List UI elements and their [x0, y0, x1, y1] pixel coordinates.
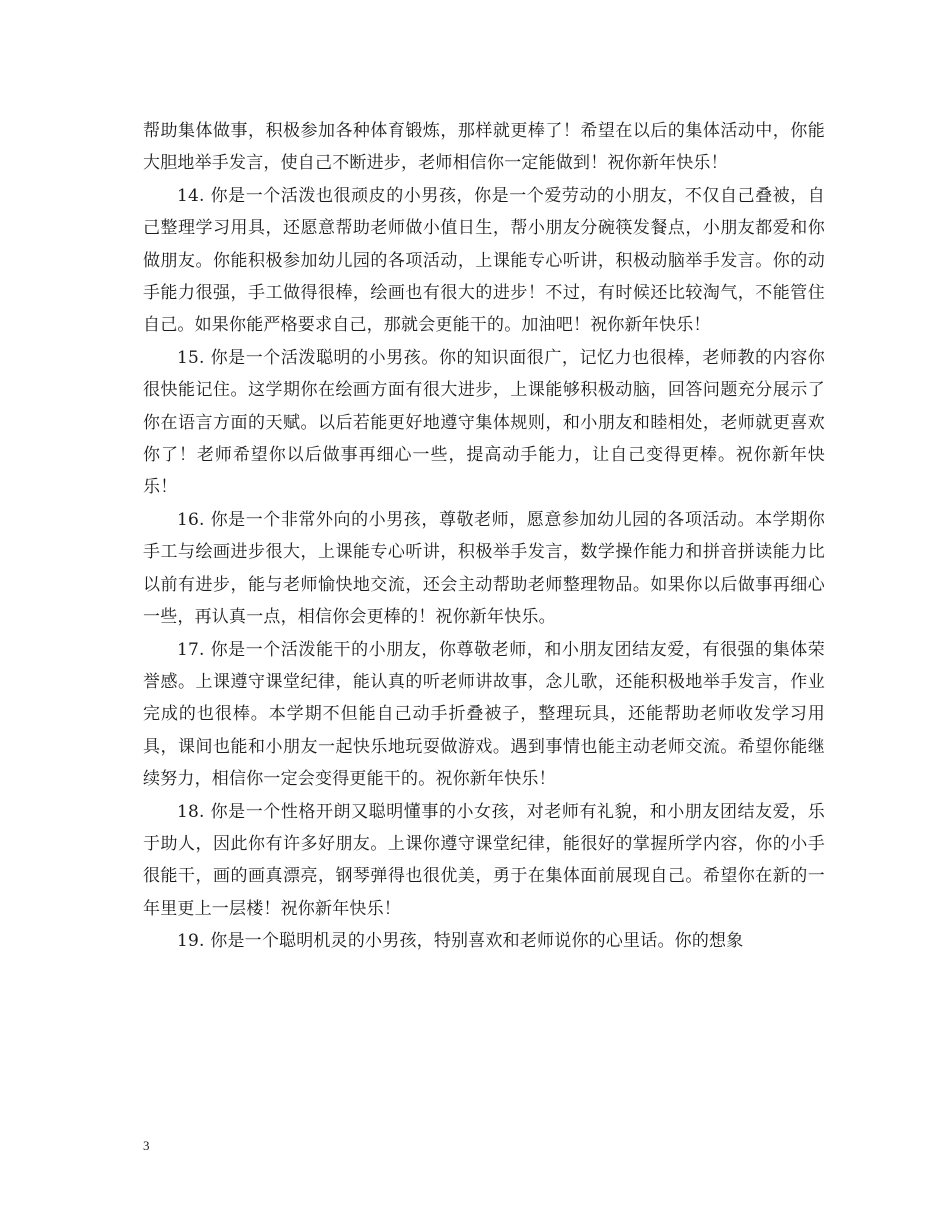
paragraph-item-14: 14. 你是一个活泼也很顽皮的小男孩，你是一个爱劳动的小朋友，不仅自己叠被，自己整理学习用具，还愿意帮助老师做小值日生，帮小朋友分碗筷发餐点，小朋友都爱和你做朋友。你能积极参加幼儿园的各项活动，上课能专心听讲，积极动脑举手发言。你的动手能力很强，手工做得很棒，绘画也有很大的进步！不过，有时候还比较淘气，不能管住自己。如果你能严格要求自己，那就会更能干的。加油吧！祝你新年快乐！	[143, 185, 825, 336]
paragraph-item-19: 19. 你是一个聪明机灵的小男孩，特别喜欢和老师说你的心里话。你的想象	[177, 931, 744, 952]
paragraph-continued: 帮助集体做事，积极参加各种体育锻炼，那样就更棒了！希望在以后的集体活动中，你能大胆地举手发言，使自己不断进步，老师相信你一定能做到！祝你新年快乐！	[143, 121, 825, 174]
paragraph-item-18: 18. 你是一个性格开朗又聪明懂事的小女孩，对老师有礼貌，和小朋友团结友爱，乐于助人，因此你有许多好朋友。上课你遵守课堂纪律，能很好的掌握所学内容，你的小手很能干，画的画真漂亮，钢琴弹得也很优美，勇于在集体面前展现自己。希望你在新的一年里更上一层楼！祝你新年快乐！	[143, 801, 825, 919]
paragraph-item-15: 15. 你是一个活泼聪明的小男孩。你的知识面很广，记忆力也很棒，老师教的内容你很快能记住。这学期你在绘画方面有很大进步，上课能够积极动脑，回答问题充分展示了你在语言方面的天赋。以后若能更好地遵守集体规则，和小朋友和睦相处，老师就更喜欢你了！老师希望你以后做事再细心一些，提高动手能力，让自己变得更棒。祝你新年快乐！	[143, 347, 825, 498]
paragraph-item-17: 17. 你是一个活泼能干的小朋友，你尊敬老师，和小朋友团结友爱，有很强的集体荣誉感。上课遵守课堂纪律，能认真的听老师讲故事，念儿歌，还能积极地举手发言，作业完成的也很棒。本学期不但能自己动手折叠被子，整理玩具，还能帮助老师收发学习用具，课间也能和小朋友一起快乐地玩耍做游戏。遇到事情也能主动老师交流。希望你能继续努力，相信你一定会变得更能干的。祝你新年快乐！	[143, 639, 825, 790]
paragraph-item-16: 16. 你是一个非常外向的小男孩，尊敬老师，愿意参加幼儿园的各项活动。本学期你手工与绘画进步很大，上课能专心听讲，积极举手发言，数学操作能力和拼音拼读能力比以前有进步，能与老师愉快地交流，还会主动帮助老师整理物品。如果你以后做事再细心一些，再认真一点，相信你会更棒的！祝你新年快乐。	[143, 509, 825, 628]
page-number: 3	[143, 1138, 150, 1153]
document-body	[143, 115, 825, 958]
